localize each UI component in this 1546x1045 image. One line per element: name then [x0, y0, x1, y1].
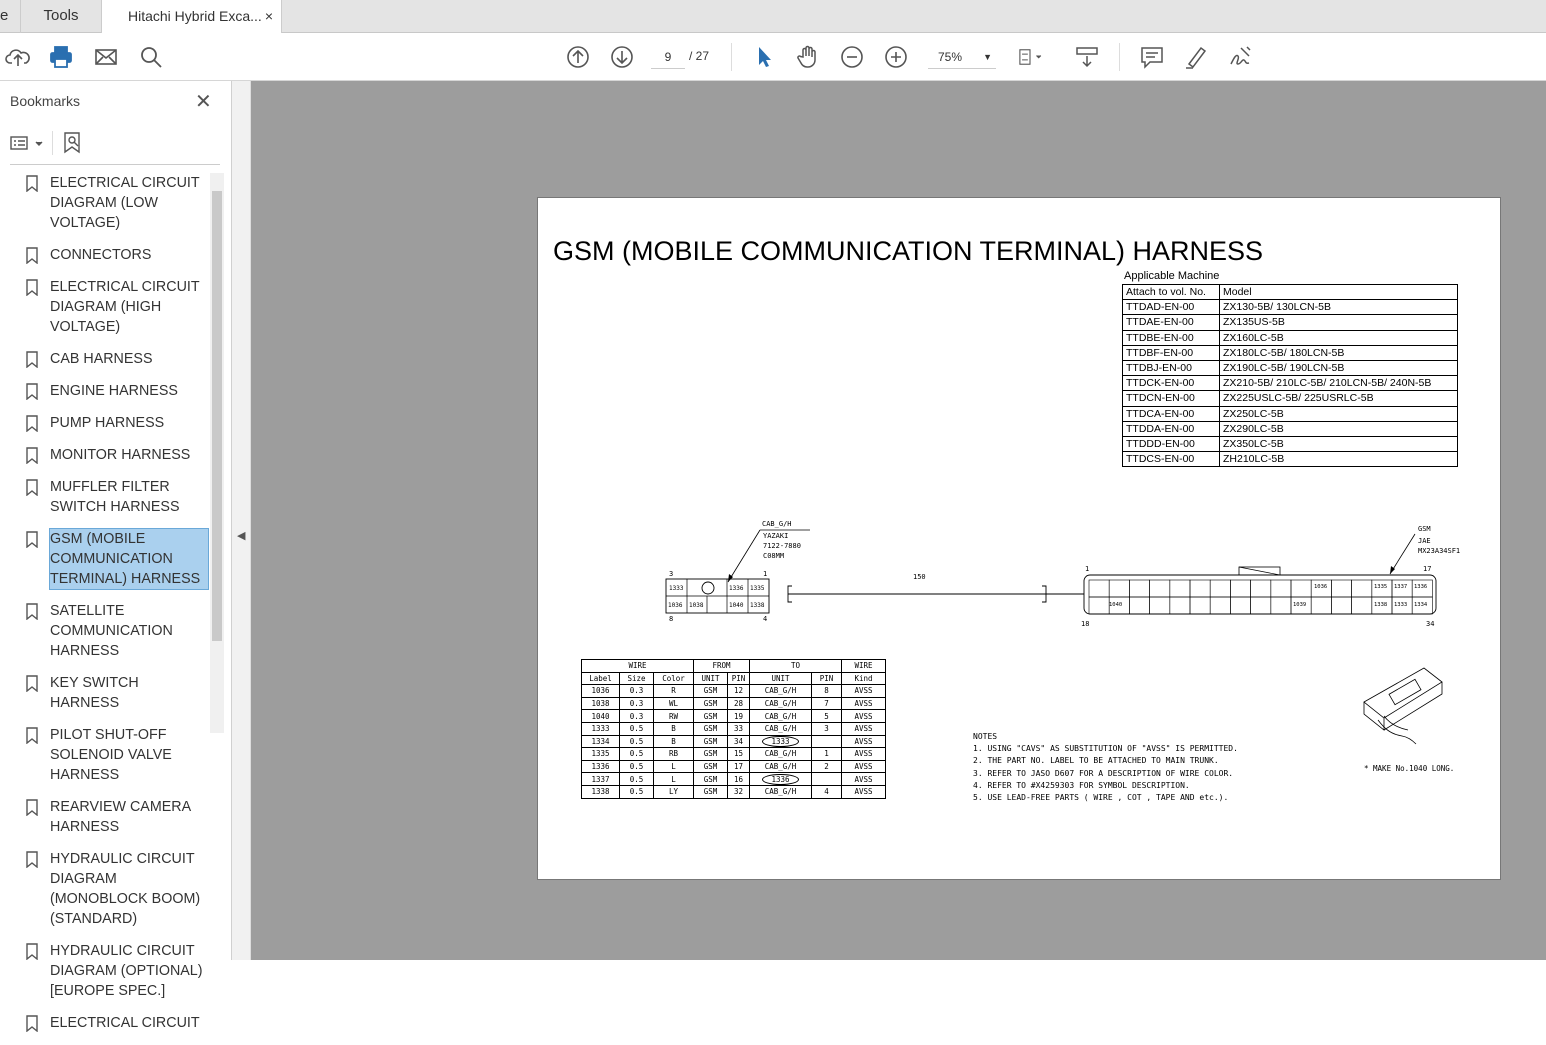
left-cell: 1335 — [750, 585, 765, 592]
table-cell: 0.3 — [620, 685, 654, 698]
bookmark-label: CAB HARNESS — [50, 351, 153, 367]
select-cursor-icon[interactable] — [751, 44, 777, 70]
table-cell: CAB_G/H — [750, 685, 812, 698]
upload-icon[interactable] — [5, 44, 31, 70]
table-cell: 8 — [812, 685, 842, 698]
mail-icon[interactable] — [93, 44, 119, 70]
tab-home[interactable] — [0, 0, 20, 33]
table-cell — [750, 735, 812, 748]
table-cell: AVSS — [842, 710, 886, 723]
table-cell: AVSS — [842, 760, 886, 773]
bookmark-icon — [26, 851, 38, 868]
gsm-pin-cell — [1271, 580, 1291, 597]
table-cell: 0.3 — [620, 697, 654, 710]
table-cell: 1337 — [582, 773, 620, 786]
bookmark-item[interactable] — [16, 349, 208, 369]
right-cell: 1334 — [1414, 602, 1428, 608]
table-cell: CAB_G/H — [750, 785, 812, 798]
gsm-pin-cell — [1230, 580, 1250, 597]
right-cell: 1335 — [1374, 584, 1388, 590]
gsm-pin-cell — [1210, 597, 1230, 614]
table-cell: PIN — [812, 672, 842, 685]
bookmark-list — [16, 173, 208, 1045]
bookmarks-toolbar — [10, 131, 220, 165]
table-cell: 1335 — [582, 748, 620, 761]
right-connector-part: MX23A34SF1 — [1418, 547, 1461, 555]
right-cell: 1039 — [1293, 602, 1307, 608]
close-tab-icon[interactable]: × — [264, 8, 273, 24]
table-cell: ZX350LC-5B — [1220, 436, 1458, 451]
options-menu-icon[interactable] — [10, 133, 46, 155]
left-cell: 1040 — [729, 602, 744, 609]
table-cell: CAB_G/H — [750, 710, 812, 723]
bookmark-icon — [26, 247, 38, 264]
applicable-machine-label: Applicable Machine — [1124, 270, 1220, 282]
gsm-pin-cell — [1210, 580, 1230, 597]
table-cell: TTDAE-EN-00 — [1123, 315, 1220, 330]
table-cell: 32 — [728, 785, 750, 798]
gsm-pin-cell — [1150, 580, 1170, 597]
table-cell: 1040 — [582, 710, 620, 723]
table-cell: 0.5 — [620, 773, 654, 786]
table-cell: ZX250LC-5B — [1220, 406, 1458, 421]
bookmark-label: HYDRAULIC CIRCUIT DIAGRAM (OPTIONAL) [EUROPE SPEC.] — [50, 943, 203, 999]
bookmark-icon — [26, 799, 38, 816]
table-row — [582, 685, 886, 698]
bookmark-item[interactable] — [16, 797, 208, 837]
table-cell: TTDAD-EN-00 — [1123, 300, 1220, 315]
table-cell: 5 — [812, 710, 842, 723]
table-header-row — [582, 672, 886, 685]
table-cell: GSM — [694, 748, 728, 761]
table-cell: ZX190LC-5B/ 190LCN-5B — [1220, 360, 1458, 375]
table-cell: CAB_G/H — [750, 722, 812, 735]
table-cell: PIN — [728, 672, 750, 685]
table-cell: TTDDD-EN-00 — [1123, 436, 1220, 451]
table-cell: GSM — [694, 773, 728, 786]
bookmark-icon — [26, 675, 38, 692]
table-cell — [750, 773, 812, 786]
left-cell: 1336 — [729, 585, 744, 592]
table-cell — [812, 735, 842, 748]
table-cell: 1333 — [582, 722, 620, 735]
bookmark-label: CONNECTORS — [50, 247, 152, 263]
table-cell: 2 — [812, 760, 842, 773]
bookmark-item[interactable] — [16, 445, 208, 465]
table-cell: L — [654, 773, 694, 786]
table-cell: AVSS — [842, 735, 886, 748]
tab-document-label: Hitachi Hybrid Exca... — [128, 8, 262, 24]
bookmark-scrollbar[interactable] — [210, 173, 224, 733]
bookmark-icon — [26, 603, 38, 620]
bookmark-icon — [26, 943, 38, 960]
table-cell: 17 — [728, 760, 750, 773]
table-group-cell: TO — [750, 660, 842, 673]
left-pin-br: 4 — [763, 615, 768, 623]
table-cell: Label — [582, 672, 620, 685]
gsm-pin-cell — [1150, 597, 1170, 614]
page-number-input[interactable]: 9 — [651, 45, 685, 69]
table-cell: GSM — [694, 722, 728, 735]
bookmark-item[interactable] — [16, 381, 208, 401]
page-up-icon[interactable] — [565, 44, 591, 70]
table-cell: 16 — [728, 773, 750, 786]
bookmark-item[interactable] — [16, 477, 208, 517]
table-cell: TTDCS-EN-00 — [1123, 452, 1220, 467]
bookmark-icon — [26, 479, 38, 496]
table-cell: AVSS — [842, 697, 886, 710]
left-cell: 1036 — [668, 602, 683, 609]
table-cell: RW — [654, 710, 694, 723]
table-cell — [812, 773, 842, 786]
left-pin-bl: 8 — [669, 615, 674, 623]
table-cell: CAB_G/H — [750, 748, 812, 761]
table-cell: 33 — [728, 722, 750, 735]
table-cell: 1336 — [582, 760, 620, 773]
zoom-out-icon[interactable] — [839, 44, 865, 70]
bookmark-item[interactable] — [16, 725, 208, 785]
tab-tools-label: Tools — [43, 7, 79, 24]
table-cell: ZX210-5B/ 210LC-5B/ 210LCN-5B/ 240N-5B — [1220, 376, 1458, 391]
table-cell: TTDCN-EN-00 — [1123, 391, 1220, 406]
highlight-icon[interactable] — [1183, 44, 1209, 70]
table-cell: 15 — [728, 748, 750, 761]
gsm-pin-cell — [1311, 597, 1331, 614]
page-down-icon[interactable] — [609, 44, 635, 70]
table-cell: TTDBE-EN-00 — [1123, 330, 1220, 345]
gsm-pin-cell — [1291, 580, 1311, 597]
bookmark-label: MONITOR HARNESS — [50, 447, 191, 463]
bookmark-icon — [26, 447, 38, 464]
table-cell: TTDBF-EN-00 — [1123, 345, 1220, 360]
tab-home-label: e — [0, 7, 9, 24]
table-cell: R — [654, 685, 694, 698]
table-group-cell: FROM — [694, 660, 750, 673]
bookmark-item[interactable] — [16, 849, 208, 929]
panel-collapse-handle[interactable] — [232, 81, 251, 960]
wire-table — [581, 659, 886, 799]
table-cell: LY — [654, 785, 694, 798]
gsm-pin-cell — [1170, 580, 1190, 597]
table-cell: Size — [620, 672, 654, 685]
bookmarks-panel — [0, 81, 232, 1031]
right-cell: 1040 — [1109, 602, 1123, 608]
right-cell: 1338 — [1374, 602, 1388, 608]
note-line: 2. THE PART NO. LABEL TO BE ATTACHED TO MAIN TRUNK. — [973, 756, 1219, 766]
left-pin-tl: 3 — [669, 570, 674, 578]
table-cell: TTDBJ-EN-00 — [1123, 360, 1220, 375]
bookmark-item[interactable] — [16, 245, 208, 265]
right-connector-maker: JAE — [1418, 537, 1431, 545]
zoom-value: 75% — [938, 50, 963, 64]
bookmark-icon — [26, 415, 38, 432]
table-cell: CAB_G/H — [750, 697, 812, 710]
table-row — [582, 785, 886, 798]
table-cell: GSM — [694, 735, 728, 748]
pdf-page — [537, 197, 1501, 880]
table-cell: GSM — [694, 710, 728, 723]
chevron-down-icon: ▼ — [983, 52, 992, 62]
table-cell: ZX135US-5B — [1220, 315, 1458, 330]
gsm-pin-cell — [1190, 597, 1210, 614]
table-cell: ZH210LC-5B — [1220, 452, 1458, 467]
gsm-pin-cell — [1251, 597, 1271, 614]
gsm-pin-cell — [1129, 597, 1149, 614]
print-icon[interactable] — [48, 44, 74, 70]
bookmark-icon — [26, 727, 38, 744]
bookmark-label: REARVIEW CAMERA HARNESS — [50, 799, 191, 835]
left-connector-name: CAB_G/H — [762, 520, 792, 528]
table-cell: 7 — [812, 697, 842, 710]
left-connector-maker: YAZAKI — [763, 532, 789, 540]
table-cell: GSM — [694, 685, 728, 698]
left-pin-tr: 1 — [763, 570, 768, 578]
table-group-cell: WIRE — [582, 660, 694, 673]
table-cell: AVSS — [842, 722, 886, 735]
table-cell: ZX160LC-5B — [1220, 330, 1458, 345]
notes-title: NOTES — [973, 732, 998, 741]
circled-ref: 1333 — [762, 736, 798, 747]
zoom-in-icon[interactable] — [883, 44, 909, 70]
table-cell: 34 — [728, 735, 750, 748]
gsm-pin-cell — [1170, 597, 1190, 614]
left-connector-part: 7122-7880 — [763, 542, 801, 550]
bookmark-item[interactable] — [16, 941, 208, 1001]
bookmark-item[interactable] — [16, 277, 208, 337]
circled-ref: 1336 — [762, 774, 798, 785]
left-cell: 1038 — [689, 602, 704, 609]
gsm-pin-cell — [1251, 580, 1271, 597]
bookmark-item[interactable] — [16, 601, 208, 661]
right-cell: 1336 — [1414, 584, 1428, 590]
table-cell: Color — [654, 672, 694, 685]
zoom-select[interactable] — [928, 45, 996, 69]
bookmark-icon — [26, 1015, 38, 1032]
left-cell: 1333 — [669, 585, 684, 592]
note-line: 4. REFER TO #X4259303 FOR SYMBOL DESCRIPTION. — [973, 780, 1190, 790]
table-cell: RB — [654, 748, 694, 761]
table-cell: 0.5 — [620, 722, 654, 735]
toolbar-divider — [731, 43, 732, 71]
table-cell: TTDDA-EN-00 — [1123, 421, 1220, 436]
table-cell: Model — [1220, 285, 1458, 300]
table-cell: Kind — [842, 672, 886, 685]
table-cell: 0.5 — [620, 748, 654, 761]
gsm-pin-cell — [1089, 597, 1109, 614]
scroll-mode-icon[interactable] — [1074, 44, 1100, 70]
table-cell: AVSS — [842, 748, 886, 761]
toolbar — [0, 33, 1546, 81]
bookmark-label: PILOT SHUT-OFF SOLENOID VALVE HARNESS — [50, 727, 172, 783]
find-bookmark-icon[interactable] — [62, 131, 84, 155]
hand-icon[interactable] — [795, 44, 821, 70]
table-cell: CAB_G/H — [750, 760, 812, 773]
table-cell: Attach to vol. No. — [1123, 285, 1220, 300]
page-title: GSM (MOBILE COMMUNICATION TERMINAL) HARNESS — [553, 236, 1264, 266]
gsm-pin-cell — [1352, 580, 1372, 597]
right-connector-name: GSM — [1418, 525, 1431, 533]
notes-block — [973, 731, 1238, 804]
bookmark-icon — [26, 175, 38, 192]
table-cell: B — [654, 722, 694, 735]
gsm-pin-cell — [1230, 597, 1250, 614]
table-cell: L — [654, 760, 694, 773]
make-note: * MAKE No.1040 LONG. — [1364, 764, 1455, 773]
table-cell: ZX225USLC-5B/ 225USRLC-5B — [1220, 391, 1458, 406]
bookmark-label: KEY SWITCH HARNESS — [50, 675, 139, 711]
table-row — [582, 773, 886, 786]
table-cell: AVSS — [842, 773, 886, 786]
table-cell: 0.5 — [620, 735, 654, 748]
bookmark-item[interactable] — [16, 173, 208, 233]
bookmark-item[interactable] — [16, 673, 208, 713]
sign-icon[interactable] — [1227, 44, 1253, 70]
collapse-left-icon: ◀ — [237, 530, 246, 542]
tab-document[interactable] — [102, 0, 282, 34]
table-cell: ZX290LC-5B — [1220, 421, 1458, 436]
table-cell: 1036 — [582, 685, 620, 698]
right-pin-tr: 17 — [1423, 565, 1432, 573]
table-row — [582, 697, 886, 710]
bookmark-icon — [26, 531, 38, 548]
part-label-sketch — [1364, 668, 1442, 744]
bookmark-item[interactable] — [16, 529, 208, 589]
note-line: 1. USING "CAVS" AS SUBSTITUTION OF "AVSS" IS PERMITTED. — [973, 744, 1238, 754]
right-cell: 1333 — [1394, 602, 1408, 608]
table-row — [582, 710, 886, 723]
table-cell: 1 — [812, 748, 842, 761]
bookmark-label: ENGINE HARNESS — [50, 383, 178, 399]
document-viewer — [251, 81, 1546, 960]
left-connector-code: C08MM — [763, 552, 785, 560]
bookmark-label: PUMP HARNESS — [50, 415, 165, 431]
table-row — [582, 760, 886, 773]
bookmark-item[interactable] — [16, 1013, 208, 1033]
table-row — [582, 748, 886, 761]
bookmark-icon — [26, 351, 38, 368]
table-cell: GSM — [694, 760, 728, 773]
table-group-row — [582, 660, 886, 673]
left-cell: 1338 — [750, 602, 765, 609]
table-group-cell: WIRE — [842, 660, 886, 673]
table-cell: GSM — [694, 697, 728, 710]
bookmark-icon — [26, 279, 38, 296]
right-pin-bl: 18 — [1081, 620, 1090, 628]
table-row — [582, 722, 886, 735]
table-row — [582, 735, 886, 748]
gsm-pin-cell — [1129, 580, 1149, 597]
gsm-pin-cell — [1271, 597, 1291, 614]
bookmark-label: ELECTRICAL CIRCUIT — [50, 1015, 200, 1031]
gsm-pin-cell — [1109, 580, 1129, 597]
table-cell: WL — [654, 697, 694, 710]
bookmark-label: ELECTRICAL CIRCUIT DIAGRAM (LOW VOLTAGE) — [50, 175, 200, 231]
bookmark-label: SATELLITE COMMUNICATION HARNESS — [50, 603, 173, 659]
table-cell: TTDCK-EN-00 — [1123, 376, 1220, 391]
gsm-pin-cell — [1089, 580, 1109, 597]
gsm-pin-cell — [1190, 580, 1210, 597]
right-cell: 1337 — [1394, 584, 1408, 590]
bookmark-item[interactable] — [16, 413, 208, 433]
note-line: 5. USE LEAD-FREE PARTS ( WIRE , COT , TAPE AND etc.). — [973, 793, 1229, 803]
tab-bar — [0, 0, 1546, 33]
table-cell: 19 — [728, 710, 750, 723]
table-cell: ZX130-5B/ 130LCN-5B — [1220, 300, 1458, 315]
bookmark-label: MUFFLER FILTER SWITCH HARNESS — [50, 479, 180, 515]
gsm-pin-cell — [1331, 580, 1351, 597]
table-cell: B — [654, 735, 694, 748]
harness-length: 150 — [913, 573, 926, 581]
table-cell: AVSS — [842, 685, 886, 698]
table-cell: 0.3 — [620, 710, 654, 723]
toolbar-divider — [1119, 43, 1120, 71]
bookmarks-title: Bookmarks — [10, 93, 81, 109]
search-icon[interactable] — [138, 44, 164, 70]
page-total: / 27 — [689, 49, 710, 63]
gsm-pin-cell — [1352, 597, 1372, 614]
table-cell: GSM — [694, 785, 728, 798]
table-cell: 1038 — [582, 697, 620, 710]
table-cell: 1338 — [582, 785, 620, 798]
table-cell: ZX180LC-5B/ 180LCN-5B — [1220, 345, 1458, 360]
table-cell: UNIT — [694, 672, 728, 685]
fit-page-icon[interactable] — [1017, 44, 1053, 70]
bookmark-icon — [26, 383, 38, 400]
table-cell: 12 — [728, 685, 750, 698]
table-cell: 1334 — [582, 735, 620, 748]
table-cell: 0.5 — [620, 760, 654, 773]
table-cell: 28 — [728, 697, 750, 710]
table-cell: UNIT — [750, 672, 812, 685]
scrollbar-thumb[interactable] — [212, 191, 222, 641]
right-cell: 1036 — [1314, 584, 1328, 590]
right-pin-tl: 1 — [1085, 565, 1090, 573]
tab-tools[interactable] — [20, 0, 102, 33]
table-cell: 4 — [812, 785, 842, 798]
connector-lock-mark — [702, 582, 714, 594]
comment-icon[interactable] — [1139, 44, 1165, 70]
bookmark-label: ELECTRICAL CIRCUIT DIAGRAM (HIGH VOLTAGE) — [50, 279, 200, 335]
table-cell: 0.5 — [620, 785, 654, 798]
table-cell: TTDCA-EN-00 — [1123, 406, 1220, 421]
bookmark-label: GSM (MOBILE COMMUNICATION TERMINAL) HARNESS — [50, 529, 208, 589]
right-pin-br: 34 — [1426, 620, 1435, 628]
gsm-pin-cell — [1331, 597, 1351, 614]
table-cell: AVSS — [842, 785, 886, 798]
close-panel-icon[interactable]: ✕ — [195, 91, 212, 113]
note-line: 3. REFER TO JASO D607 FOR A DESCRIPTION OF WIRE COLOR. — [973, 768, 1234, 778]
table-cell: 3 — [812, 722, 842, 735]
bookmark-label: HYDRAULIC CIRCUIT DIAGRAM (MONOBLOCK BOOM) (STANDARD) — [50, 851, 201, 927]
